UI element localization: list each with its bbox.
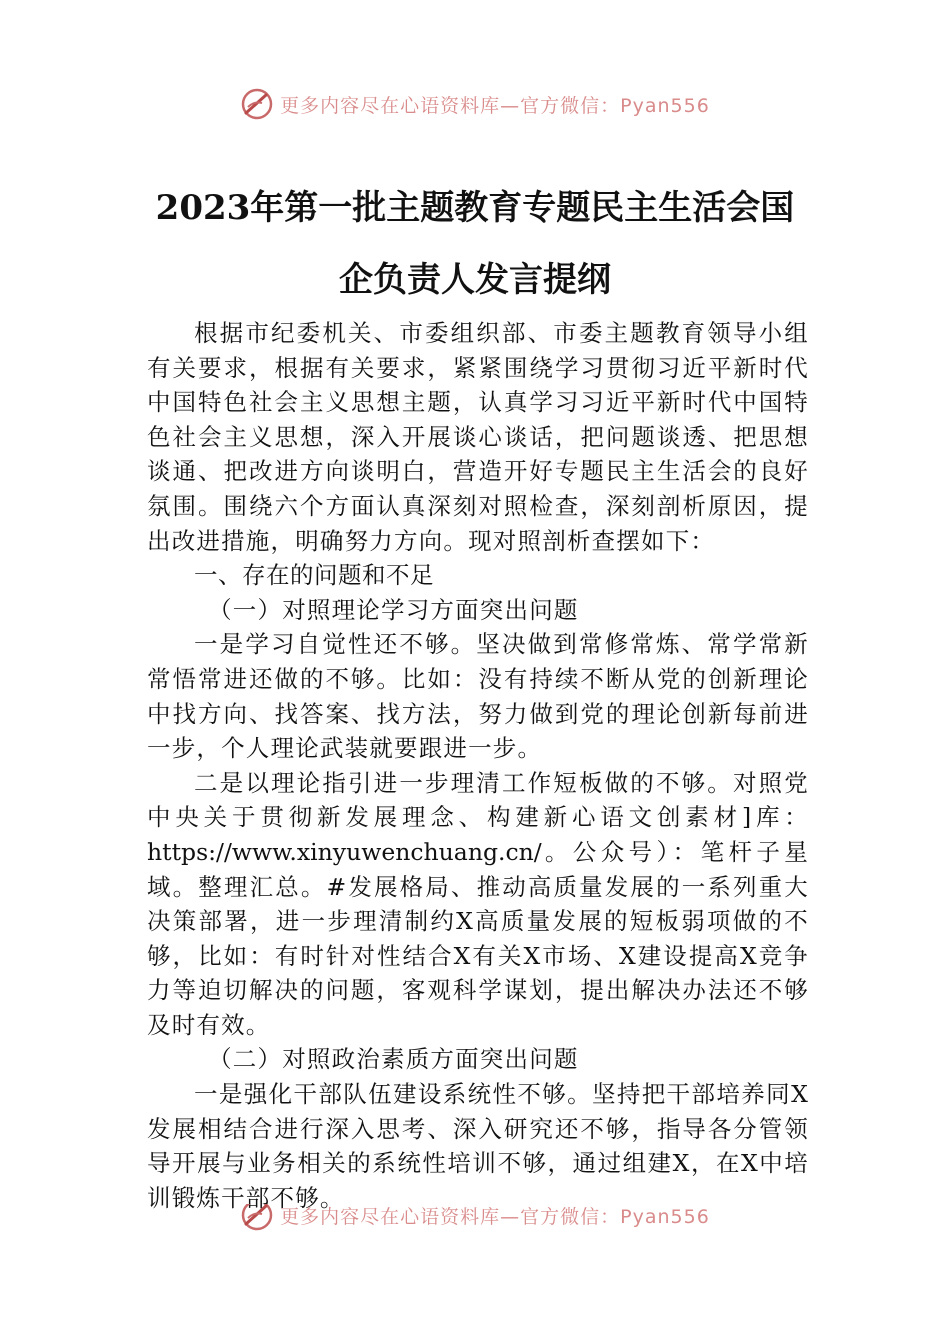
section-heading-1: 一、存在的问题和不足 — [194, 561, 434, 590]
title-line-1: 2023年第一批主题教育专题民主生活会国 — [155, 188, 795, 228]
paragraph-2-part-a: 二是以理论指引进一步理清工作短板做的不够。对照党中央关于贯彻新发展理念、构建新心语文创素材]库： — [147, 768, 809, 832]
watermark-text: 更多内容尽在心语资料库—官方微信：Pyan556 — [280, 94, 710, 117]
paragraph-2 — [147, 766, 809, 1043]
document-title — [100, 172, 850, 316]
document-body — [147, 316, 809, 1215]
paragraph-3: 一是强化干部队伍建设系统性不够。坚持把干部培养同X发展相结合进行深入思考、深入研究还不够，指导各分管领导开展与业务相关的系统性培训不够，通过组建X，在X中培训锻炼干部不够。 — [147, 1080, 809, 1212]
title-line-2: 企负责人发言提纲 — [339, 260, 611, 300]
watermark-text: 更多内容尽在心语资料库—官方微信：Pyan556 — [280, 1205, 710, 1228]
watermark-footer — [0, 1204, 950, 1236]
paragraph-2-part-b: 。公众号）：笔杆子星域。整理汇总。#发展格局、推动高质量发展的一系列重大决策部署，进一步理清制约X高质量发展的短板弱项做的不够，比如：有时针对性结合X有关X市场、X建设提高X竞争力等迫切解决的问题，客观科学谋划，提出解决办法还不够及时有效。 — [147, 837, 809, 1039]
pen-logo-icon — [240, 87, 274, 121]
watermark-header — [0, 84, 950, 124]
pen-logo-icon — [240, 1204, 274, 1232]
subsection-heading-2: （二）对照政治素质方面突出问题 — [208, 1045, 579, 1074]
source-url: https://www.xinyuwenchuang.cn/ — [147, 837, 542, 866]
subsection-heading-1: （一）对照理论学习方面突出问题 — [208, 595, 579, 624]
intro-paragraph: 根据市纪委机关、市委组织部、市委主题教育领导小组有关要求，根据有关要求，紧紧围绕学习贯彻习近平新时代中国特色社会主义思想主题，认真学习习近平新时代中国特色社会主义思想，深入开展谈心谈话，把问题谈透、把思想谈通、把改进方向谈明白，营造开好专题民主生活会的良好氛围。围绕六个方面认真深刻对照检查，深刻剖析原因，提出改进措施，明确努力方向。现对照剖析查摆如下： — [147, 319, 809, 555]
paragraph-1: 一是学习自觉性还不够。坚决做到常修常炼、常学常新常悟常进还做的不够。比如：没有持续不断从党的创新理论中找方向、找答案、找方法，努力做到党的理论创新每前进一步，个人理论武装就要跟进一步。 — [147, 630, 809, 763]
